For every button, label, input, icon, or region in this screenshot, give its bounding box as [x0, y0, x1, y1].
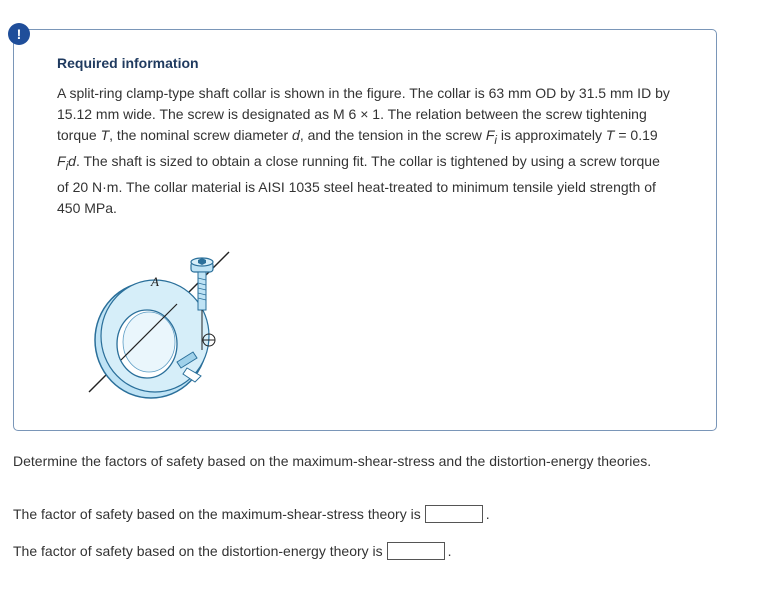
answer-row-distortion-energy: [13, 542, 452, 560]
answer-suffix: .: [485, 506, 490, 522]
statement-text: is approximately: [496, 127, 606, 143]
panel-title: Required information: [57, 55, 199, 71]
symbol-tension: F: [485, 127, 495, 143]
symbol-subscript: i: [65, 159, 69, 173]
shaft-collar-figure: [69, 232, 239, 412]
answer-label-max-shear: The factor of safety based on the maximum-shear-stress theory is: [13, 506, 421, 522]
statement-text: . The shaft is sized to obtain a close running fit. The collar is tightened by using a screw torque of 20 N·m. The collar material is AISI 1035 steel heat-treated to minimum tensile yield strength of 450 MPa.: [57, 152, 660, 216]
problem-statement: [57, 83, 672, 219]
split-ring-collar: [95, 280, 209, 398]
symbol-diameter: d: [292, 127, 300, 143]
symbol-torque: T: [605, 127, 615, 143]
symbol-tension: F: [57, 152, 66, 169]
question-text: Determine the factors of safety based on the maximum-shear-stress and the distortion-energy theories.: [13, 453, 652, 469]
answer-row-max-shear: [13, 505, 490, 523]
exclamation-icon: [8, 23, 30, 45]
symbol-torque: T: [100, 127, 110, 143]
statement-text: , and the tension in the screw: [299, 127, 486, 143]
distortion-energy-safety-factor-input[interactable]: [387, 542, 445, 560]
statement-text: = 0.19: [614, 127, 658, 143]
required-information-panel: [13, 29, 717, 431]
max-shear-safety-factor-input[interactable]: [425, 505, 483, 523]
figure-label-a: A: [151, 274, 159, 289]
symbol-subscript: i: [494, 133, 497, 147]
statement-text: A split-ring clamp-type shaft collar is shown in the figure. The collar is 63 mm OD by 31.5 mm ID by 15.12 mm wide. The screw is designated as M 6 × 1. The relation between the screw tightening torque: [57, 85, 670, 143]
symbol-diameter: d: [68, 152, 76, 169]
answer-suffix: .: [447, 543, 452, 559]
answer-label-distortion-energy: The factor of safety based on the distortion-energy theory is: [13, 543, 383, 559]
statement-text: , the nominal screw diameter: [109, 127, 293, 143]
alert-symbol: !: [16, 26, 22, 42]
